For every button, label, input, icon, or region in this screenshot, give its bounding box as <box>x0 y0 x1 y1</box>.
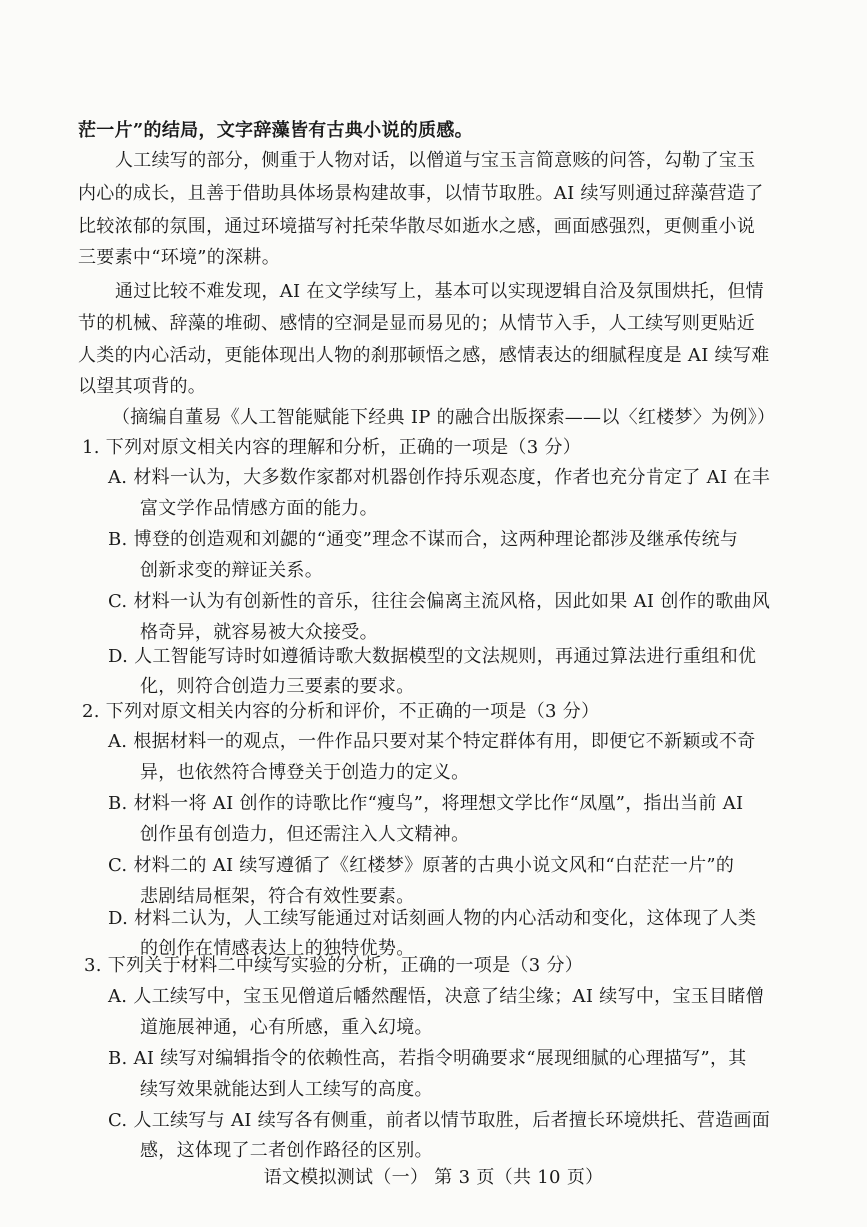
option-line: 格奇异，就容易被大众接受。 <box>140 622 378 643</box>
option-line: 续写效果就能达到人工续写的高度。 <box>140 1079 433 1100</box>
page-footer: 语文模拟测试（一） 第 3 页（共 10 页） <box>263 1167 604 1188</box>
option-line: 创新求变的辩证关系。 <box>140 560 323 581</box>
option-line: 的创作在情感表达上的独特优势。 <box>140 938 415 959</box>
option-line: 化，则符合创造力三要素的要求。 <box>140 676 415 697</box>
option-line: C. 材料一认为有创新性的音乐，往往会偏离主流风格，因此如果 AI 创作的歌曲风 <box>108 591 771 612</box>
article-line: 人类的内心活动，更能体现出人物的刹那顿悟之感，感情表达的细腻程度是 AI 续写难 <box>78 345 770 366</box>
option-line: A. 材料一认为，大多数作家都对机器创作持乐观态度，作者也充分肯定了 AI 在丰 <box>108 467 770 488</box>
article-source: （摘编自董易《人工智能赋能下经典 IP 的融合出版探索——以〈红楼梦〉为例》） <box>112 407 776 428</box>
option-line: B. AI 续写对编辑指令的依赖性高，若指令明确要求“展现细腻的心理描写”，其 <box>108 1048 747 1069</box>
article-line: 茫一片”的结局，文字辞藻皆有古典小说的质感。 <box>78 120 473 141</box>
option-line: C. 人工续写与 AI 续写各有侧重，前者以情节取胜，后者擅长环境烘托、营造画面 <box>108 1110 771 1131</box>
option-line: A. 根据材料一的观点，一件作品只要对某个特定群体有用，即便它不新颖或不奇 <box>108 731 756 752</box>
question-stem: 2. 下列对原文相关内容的分析和评价，不正确的一项是（3 分） <box>82 701 600 722</box>
question-stem: 1. 下列对原文相关内容的理解和分析，正确的一项是（3 分） <box>82 437 582 458</box>
option-line: 感，这体现了二者创作路径的区别。 <box>140 1140 433 1161</box>
option-line: 创作虽有创造力，但还需注入人文精神。 <box>140 824 470 845</box>
article-line: 节的机械、辞藻的堆砌、感情的空洞是显而易见的；从情节入手，人工续写则更贴近 <box>78 313 756 334</box>
question-stem: 3. 下列关于材料二中续写实验的分析，正确的一项是（3 分） <box>84 955 584 976</box>
article-line: 三要素中“环境”的深耕。 <box>78 247 281 268</box>
article-line: 内心的成长，且善于借助具体场景构建故事，以情节取胜。AI 续写则通过辞藻营造了 <box>78 183 764 204</box>
article-line: 人工续写的部分，侧重于人物对话，以僧道与宝玉言简意赅的问答，勾勒了宝玉 <box>115 150 756 171</box>
option-line: 悲剧结局框架，符合有效性要素。 <box>140 886 415 907</box>
option-line: 富文学作品情感方面的能力。 <box>140 498 378 519</box>
option-line: D. 材料二认为，人工续写能通过对话刻画人物的内心活动和变化，这体现了人类 <box>108 908 757 929</box>
option-line: A. 人工续写中，宝玉见僧道后幡然醒悟，决意了结尘缘；AI 续写中，宝玉目睹僧 <box>108 986 764 1007</box>
option-line: C. 材料二的 AI 续写遵循了《红楼梦》原著的古典小说文风和“白茫茫一片”的 <box>108 855 735 876</box>
option-line: 道施展神通，心有所感，重入幻境。 <box>140 1017 433 1038</box>
option-line: B. 博登的创造观和刘勰的“通变”理念不谋而合，这两种理论都涉及继承传统与 <box>108 529 739 550</box>
option-line: 异，也依然符合博登关于创造力的定义。 <box>140 762 470 783</box>
option-line: D. 人工智能写诗时如遵循诗歌大数据模型的文法规则，再通过算法进行重组和优 <box>108 646 757 667</box>
article-line: 以望其项背的。 <box>78 376 207 397</box>
option-line: B. 材料一将 AI 创作的诗歌比作“瘦鸟”，将理想文学比作“凤凰”，指出当前 AI <box>108 793 744 814</box>
article-line: 通过比较不难发现，AI 在文学续写上，基本可以实现逻辑自洽及氛围烘托，但情 <box>115 281 764 302</box>
article-line: 比较浓郁的氛围，通过环境描写衬托荣华散尽如逝水之感，画面感强烈，更侧重小说 <box>78 216 756 237</box>
